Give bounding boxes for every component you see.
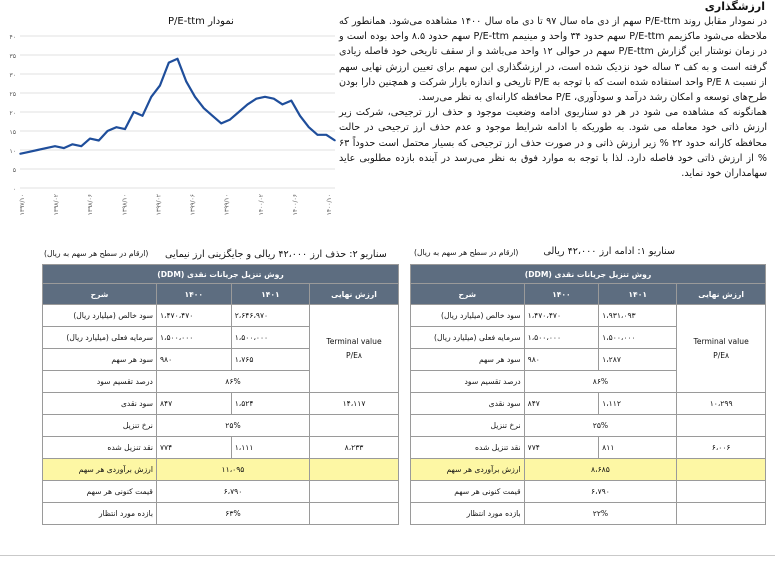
table-row [43,437,399,459]
row-label: بازده مورد انتظار [43,503,157,525]
final-value-cell [677,415,766,437]
data-point [28,151,30,153]
table-row [43,481,399,503]
data-point [317,134,319,136]
data-point [142,115,144,117]
terminal-value-cell [310,305,399,393]
merged-value-cell: ۸۶% [524,371,677,393]
merged-value-cell: ۸،۶۸۵ [524,459,677,481]
y-tick-label: ۳۰ [9,72,16,79]
value-1400: ۷۷۴ [156,437,231,459]
row-label: نقد تنزیل شده [43,437,157,459]
y-tick-label: ۳۵ [9,53,16,60]
scenario1-title: سناریو ۱: ادامه ارز ۴۲،۰۰۰ ریالی [543,246,675,257]
col-final-value: ارزش نهایی [677,284,766,305]
row-label: سود خالص (میلیارد ریال) [411,305,525,327]
data-point [37,149,39,151]
data-point [220,123,222,125]
scenario2-note: (ارقام در سطح هر سهم به ریال) [44,249,149,258]
final-value-cell [310,415,399,437]
final-value-cell [677,481,766,503]
row-label: سود نقدی [43,393,157,415]
table-row [411,305,766,327]
x-tick-label: ۱۳۹۹/۱۰ [223,194,231,216]
col-1401: ۱۴۰۱ [231,284,309,305]
terminal-value-label: Terminal value [326,336,382,346]
scenario1-note: (ارقام در سطح هر سهم به ریال) [414,248,519,257]
y-tick-label: ۰ [12,186,16,193]
value-1400: ۷۷۴ [524,437,599,459]
table-row [411,415,766,437]
data-point [63,147,65,149]
row-label: سود خالص (میلیارد ریال) [43,305,157,327]
value-1400: ۹۸۰ [524,349,599,371]
data-point [115,126,117,128]
merged-value-cell: ۲۲% [524,503,677,525]
chart-title: نمودار P/E-ttm [168,16,234,27]
section-title: ارزشگذاری [704,0,765,13]
final-value-cell [310,481,399,503]
data-point [72,144,74,146]
final-value-cell [677,503,766,525]
data-point [45,147,47,149]
data-point [80,145,82,147]
row-label: سود هر سهم [43,349,157,371]
data-point [308,126,310,128]
x-tick-label: ۱۴۰۰/۰۶ [291,194,299,216]
table-row [411,437,766,459]
value-1400: ۹۸۰ [156,349,231,371]
merged-value-cell: ۶،۷۹۰ [156,481,309,503]
row-label: سود هر سهم [411,349,525,371]
value-1400: ۱،۵۰۰،۰۰۰ [524,327,599,349]
divider [0,555,775,556]
value-1401: ۱،۱۱۲ [599,393,677,415]
data-point [238,111,240,113]
final-value-cell [677,459,766,481]
final-value-cell: ۱۴،۱۱۷ [310,393,399,415]
data-point [229,119,231,121]
data-point [255,98,257,100]
value-1400: ۸۴۷ [524,393,599,415]
y-tick-label: ۱۵ [9,129,16,136]
data-point [334,140,336,142]
value-1401: ۸۱۱ [599,437,677,459]
value-1401: ۱،۲۸۷ [599,349,677,371]
data-point [159,85,161,87]
data-point [177,58,179,60]
data-point [290,100,292,102]
table-row [411,459,766,481]
x-tick-label: ۱۳۹۸/۰۲ [53,194,61,216]
value-1400: ۱،۴۷۰،۴۷۰ [524,305,599,327]
value-1401: ۱،۱۱۱ [231,437,309,459]
col-1401: ۱۴۰۱ [599,284,677,305]
y-tick-label: ۲۰ [9,110,16,117]
x-tick-label: ۱۴۰۰/۰۲ [257,194,265,216]
data-point [194,96,196,98]
data-point [247,104,249,106]
merged-value-cell: ۲۵% [524,415,677,437]
row-label: ارزش برآوردی هر سهم [43,459,157,481]
scenario2-table [42,264,399,525]
terminal-value-label: Terminal value [693,336,749,346]
col-final-value: ارزش نهایی [310,284,399,305]
value-1401: ۱،۹۳۱،۰۹۳ [599,305,677,327]
data-point [133,111,135,113]
data-point [325,134,327,136]
row-label: نقد تنزیل شده [411,437,525,459]
data-point [299,115,301,117]
table-row [411,503,766,525]
data-point [54,145,56,147]
table-row [43,393,399,415]
y-tick-label: ۴۰ [9,34,16,41]
table-row [411,481,766,503]
terminal-pe: P/E۸ [345,350,362,360]
row-label: قیمت کنونی هر سهم [411,481,525,503]
col-description: شرح [43,284,157,305]
x-tick-label: ۱۳۹۸/۱۰ [121,194,129,216]
final-value-cell: ۶،۰۰۶ [677,437,766,459]
pe-ttm-chart [0,30,345,225]
merged-value-cell: ۱۱،۰۹۵ [156,459,309,481]
row-label: درصد تقسیم سود [411,371,525,393]
col-description: شرح [411,284,525,305]
merged-value-cell: ۸۶% [156,371,309,393]
value-1400: ۸۴۷ [156,393,231,415]
merged-value-cell: ۶۳% [156,503,309,525]
col-1400: ۱۴۰۰ [156,284,231,305]
final-value-cell [310,459,399,481]
row-label: سرمایه فعلی (میلیارد ریال) [411,327,525,349]
x-tick-label: ۱۳۹۸/۰۶ [87,194,95,216]
final-value-cell: ۸،۲۳۳ [310,437,399,459]
col-1400: ۱۴۰۰ [524,284,599,305]
value-1401: ۱،۵۲۴ [231,393,309,415]
pe-ttm-series-line [20,59,335,154]
scenario1-table [410,264,766,525]
data-point [185,81,187,83]
y-tick-label: ۱۰ [9,148,16,155]
final-value-cell [310,503,399,525]
data-point [212,115,214,117]
paragraph-scenarios: همانگونه که مشاهده می شود در هر دو سناریوی ادامه وضعیت موجود و حذف ارز ترجیحی، شرکت زیر ارزش ذاتی خود معامله می شود. به طوریکه با ادامه شرایط موجود و عدم حذف ارز ترجیحی در حالت محافظه کارانه حدود ۲۲ % زیر ارزش ذاتی و در صورت حذف ارز ترجیحی که بسیار محتمل است حدوداً ۶۳ % از ارزش ذاتی خود فاصله دارد. لذا با توجه به موارد فوق به نظر می‌رسد در آینده بازده مطلوبی عاید سهامداران خود نماید. [339,107,768,180]
data-point [150,96,152,98]
value-1401: ۱،۵۰۰،۰۰۰ [231,327,309,349]
table-row [43,503,399,525]
data-point [19,153,21,155]
row-label: نرخ تنزیل [43,415,157,437]
row-label: سرمایه فعلی (میلیارد ریال) [43,327,157,349]
ddm-header: روش تنزیل جریانات نقدی (DDM) [43,265,399,284]
table-row [43,459,399,481]
ddm-header: روش تنزیل جریانات نقدی (DDM) [411,265,766,284]
data-point [89,138,91,140]
table-row [43,305,399,327]
data-point [168,62,170,64]
y-tick-label: ۲۵ [9,91,16,98]
value-1401: ۱،۵۰۰،۰۰۰ [599,327,677,349]
analysis-text [339,14,767,181]
data-point [273,98,275,100]
row-label: سود نقدی [411,393,525,415]
row-label: نرخ تنزیل [411,415,525,437]
data-point [203,107,205,109]
data-point [107,130,109,132]
y-tick-label: ۵ [12,167,16,174]
value-1400: ۱،۴۷۰،۴۷۰ [156,305,231,327]
terminal-value-cell [677,305,766,393]
row-label: قیمت کنونی هر سهم [43,481,157,503]
terminal-pe: P/E۸ [713,350,730,360]
row-label: بازده مورد انتظار [411,503,525,525]
row-label: درصد تقسیم سود [43,371,157,393]
merged-value-cell: ۶،۷۹۰ [524,481,677,503]
x-tick-label: ۱۳۹۹/۰۲ [155,194,163,216]
value-1401: ۲،۶۴۶،۹۷۰ [231,305,309,327]
paragraph-pe: در نمودار مقابل روند P/E-ttm سهم از دی ماه سال ۹۷ تا دی ماه سال ۱۴۰۰ مشاهده می‌شود. همانطور که ملاحظه می‌شود ماکزیمم P/E-ttm سهم حدود ۳۴ واحد و مینیمم P/E-ttm سهم حدود ۸.۵ واحد بوده است و در زمان نوشتار این گزارش P/E-ttm سهم در حوالی ۱۲ واحد می‌باشد و از سقف تاریخی خود فاصله زیادی گرفته است و به کف ۳ ساله خود نزدیک شده است، در ارزشگذاری این سهم برای تعیین ارزش نهایی سهم از نسبت P/E ۸ واحد استفاده شده است که با توجه به P/E تاریخی و اندازه بازار شرکت و همچنین دارا بودن طرح‌های توسعه و امکان رشد درآمد و سودآوری، P/E محافظه کارانه‌ای به نظر می‌رسد. [339,16,767,104]
final-value-cell: ۱۰،۲۹۹ [677,393,766,415]
data-point [264,96,266,98]
scenario2-title: سناریو ۲: حذف ارز ۴۲،۰۰۰ ریالی و جایگزینی ارز نیمایی [165,249,387,260]
data-point [124,128,126,130]
table-row [411,393,766,415]
data-point [282,104,284,106]
merged-value-cell: ۲۵% [156,415,309,437]
value-1401: ۱،۷۶۵ [231,349,309,371]
x-tick-label: ۱۴۰۰/۱۰ [326,194,333,216]
x-tick-label: ۱۳۹۷/۱۰ [19,194,26,216]
data-point [98,140,100,142]
value-1400: ۱،۵۰۰،۰۰۰ [156,327,231,349]
x-tick-label: ۱۳۹۹/۰۶ [189,194,197,216]
table-row [43,415,399,437]
row-label: ارزش برآوردی هر سهم [411,459,525,481]
